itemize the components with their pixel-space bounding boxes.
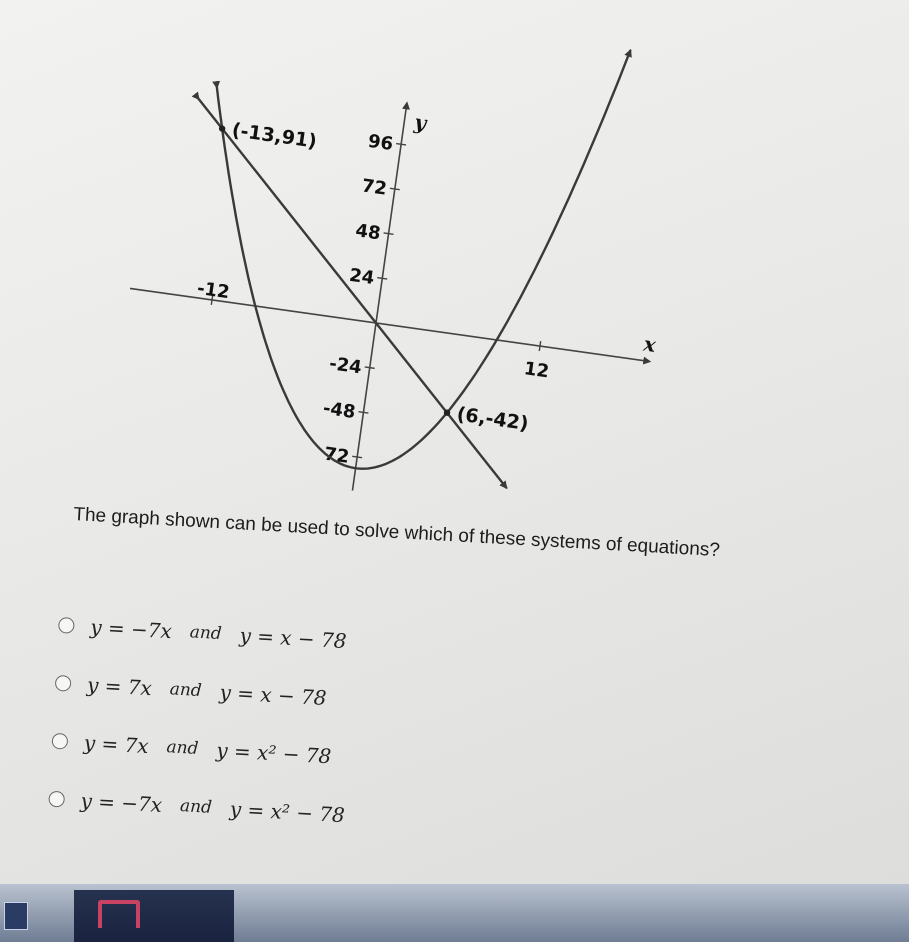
y-tick [377,278,387,279]
conjunction: and [189,622,223,645]
app-icon[interactable] [4,902,28,930]
point-label: (6,-42) [455,403,530,436]
second-equation: y = x² − 78 [229,796,346,828]
y-tick-label: -48 [321,397,357,424]
y-tick [384,233,394,234]
y-tick-label: 48 [354,220,382,245]
first-equation: y = −7x [89,614,173,644]
second-equation: y = x − 78 [238,623,348,654]
first-equation: y = −7x [79,788,163,818]
y-axis-label: y [412,109,428,136]
x-tick-label: -12 [195,277,231,304]
x-axis-label: x [642,331,658,358]
point-label: (-13,91) [230,119,319,153]
y-tick-label: 72 [360,175,389,200]
radio-button[interactable] [48,791,65,808]
y-tick-label: 72 [322,443,351,468]
first-equation: y = 7x [86,672,153,701]
answer-options [47,596,679,862]
y-tick [396,144,406,145]
conjunction: and [169,679,203,702]
y-tick-label: 96 [366,130,395,156]
radio-button[interactable] [55,675,72,692]
y-tick [358,412,368,413]
second-equation: y = x − 78 [218,680,328,711]
y-tick [390,188,400,189]
taskbar [0,884,909,942]
question-text: The graph shown can be used to solve which of these systems of equations? [72,504,721,562]
y-axis [352,103,406,490]
conjunction: and [165,737,199,759]
radio-button[interactable] [58,617,75,634]
second-equation: y = x² − 78 [215,737,332,769]
y-tick [352,456,362,457]
y-tick-label: 24 [347,264,376,290]
y-tick [365,367,375,368]
parabola-series [167,0,630,498]
radio-button[interactable] [51,733,68,750]
x-tick-label: 12 [522,358,551,383]
taskbar-app-button[interactable] [74,890,234,942]
app-logo-icon [98,900,140,928]
conjunction: and [179,796,213,818]
x-tick [539,341,540,351]
first-equation: y = 7x [83,730,150,759]
y-tick-label: -24 [327,353,364,379]
